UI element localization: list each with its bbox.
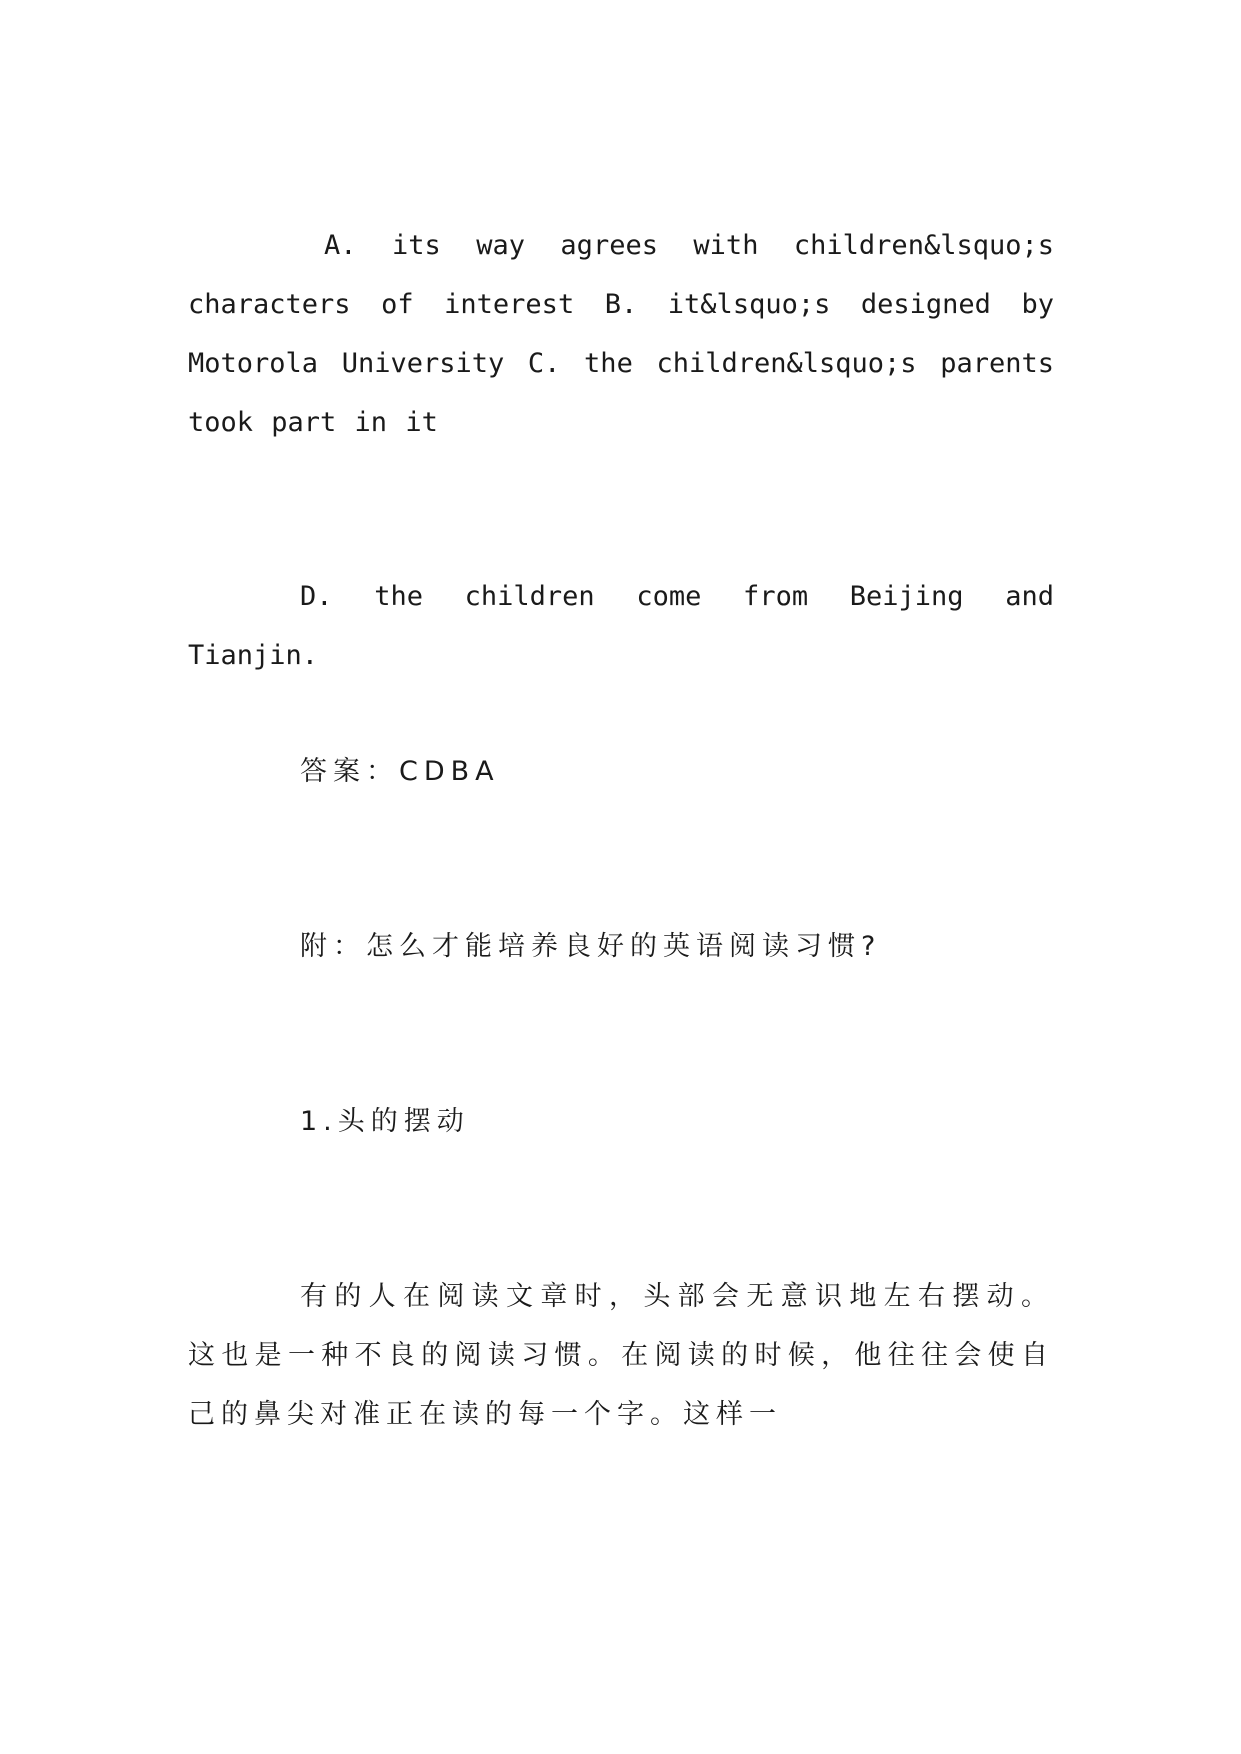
options-paragraph-a-b-c: A. its way agrees with children&lsquo;s characters of interest B. it&lsquo;s designed by Motorola University C. the children&lsquo;s parents took part in it <box>188 230 1054 438</box>
answer-paragraph: 答案：CDBA <box>300 756 500 787</box>
section-heading-head-movement: 1.头的摆动 <box>300 1106 470 1137</box>
option-d-paragraph: D. the children come from Beijing and Tianjin. <box>188 581 1054 671</box>
body-paragraph-head-movement: 有的人在阅读文章时，头部会无意识地左右摆动。这也是一种不良的阅读习惯。在阅读的时候，他往往会使自己的鼻尖对准正在读的每一个字。这样一 <box>188 1281 1054 1430</box>
appendix-heading: 附：怎么才能培养良好的英语阅读习惯? <box>300 931 882 962</box>
